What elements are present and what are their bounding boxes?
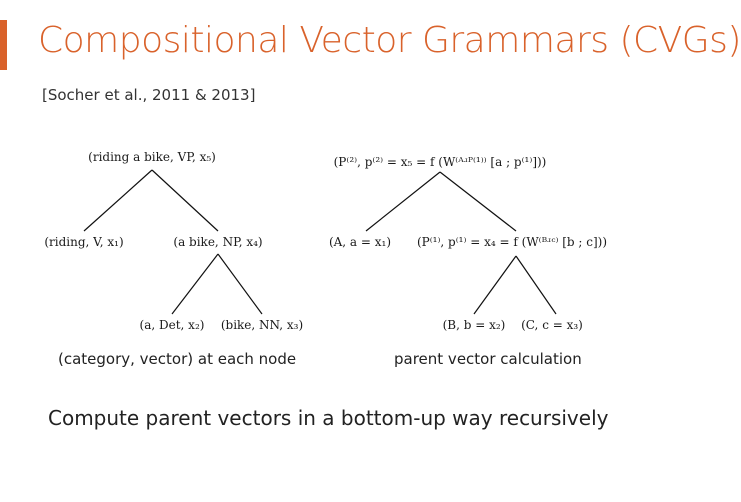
leaf-nn-node: (bike, NN, x₃) (220, 318, 304, 332)
slide-title: Compositional Vector Grammars (CVGs) (38, 20, 741, 61)
node-b: (B, b = x₂) (442, 318, 506, 332)
right-child-node: (a bike, NP, x₄) (173, 235, 263, 249)
summary-text: Compute parent vectors in a bottom-up way recursively (48, 406, 609, 430)
node-a: (A, a = x₁) (328, 235, 392, 249)
left-child-node: (riding, V, x₁) (44, 235, 124, 249)
leaf-det-node: (a, Det, x₂) (139, 318, 205, 332)
node-c: (C, c = x₃) (521, 318, 583, 332)
left-caption: (category, vector) at each node (58, 350, 297, 368)
parent-root-expression: (P⁽²⁾, p⁽²⁾ = x₅ = f (W⁽ᴬʴᴾ⁽¹⁾⁾ [a ; p⁽¹⁾])) (333, 155, 547, 169)
parent-mid-expression: (P⁽¹⁾, p⁽¹⁾ = x₄ = f (W⁽ᴮʴᶜ⁾ [b ; c])) (416, 235, 608, 249)
left-root-node: (riding a bike, VP, x₅) (88, 150, 216, 164)
right-caption: parent vector calculation (394, 350, 582, 368)
citation: [Socher et al., 2011 & 2013] (42, 86, 256, 104)
